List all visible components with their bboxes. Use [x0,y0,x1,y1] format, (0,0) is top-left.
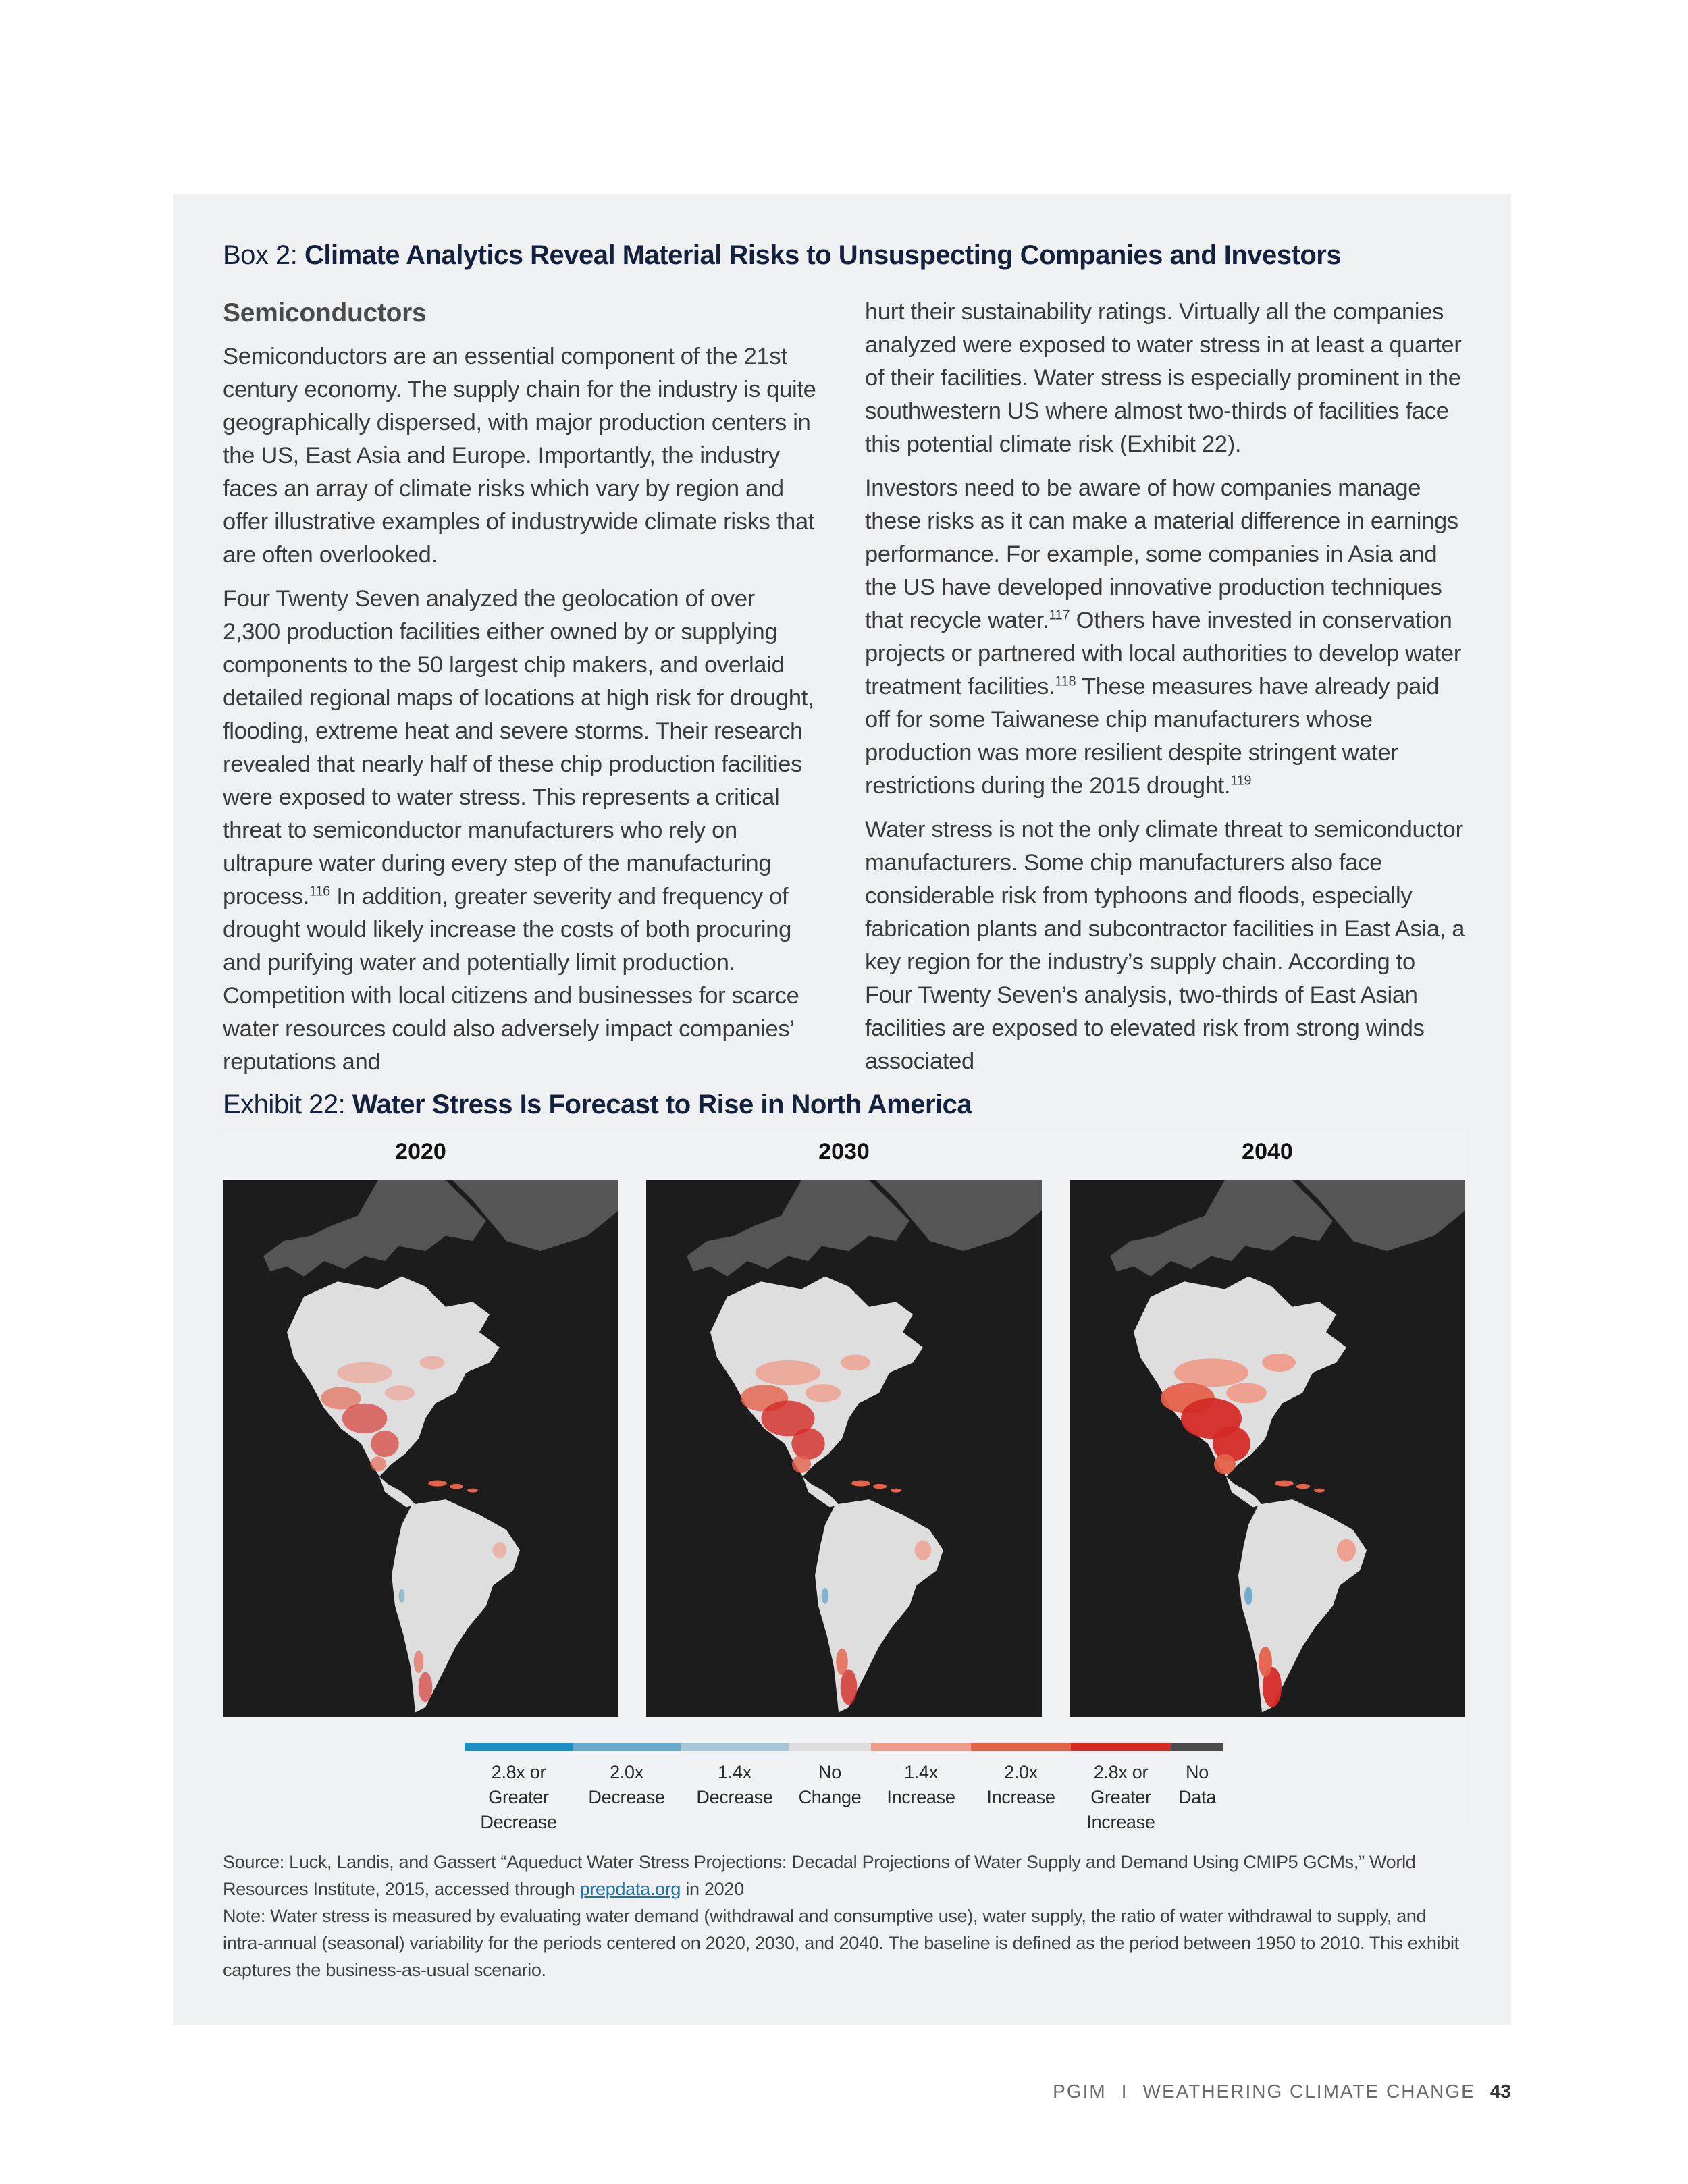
legend-swatch [1171,1743,1223,1751]
panel-year-2020: 2020 [395,1139,446,1165]
stress-hotspot [493,1542,507,1558]
panel-year-2030: 2030 [818,1139,870,1165]
prepdata-link[interactable]: prepdata.org [579,1879,681,1899]
paragraph: Water stress is not the only climate threat to semiconductor manufacturers. Some chip manufacturers also face considerable risk from typhoons and floods, especially fabrication plants and subcontractor facilities in East Asia, a key region for the industry’s supply chain. According to Four Twenty Seven’s analysis, two-thirds of East Asian facilities are exposed to elevated risk from strong winds associated [865,817,1465,1074]
footnote-ref: 118 [1055,674,1076,689]
legend-label: No Change [798,1762,862,1807]
map-svg [223,1180,618,1717]
stress-hotspot [915,1541,932,1560]
legend-swatch [971,1743,1071,1751]
stress-hotspot [836,1649,848,1676]
legend-label: 2.0x Increase [986,1762,1055,1807]
legend-item [1071,1743,1171,1835]
stress-hotspot [1262,1354,1296,1372]
paragraph: Semiconductors are an essential component of the 21st century economy. The supply chain for the industry is quite geographically dispersed, with major production centers in the US, East Asia and Europe. Importantly, the industry faces an array of climate risks which vary by region and offer illustrative examples of industrywide climate risks that are often overlooked. [223,344,816,568]
stress-hotspot [1214,1454,1236,1474]
caribbean-island [873,1484,887,1489]
legend-swatch [1071,1743,1171,1751]
caribbean-island [891,1489,901,1493]
footnote-ref: 116 [309,884,330,899]
legend-label: 2.8x or Greater Increase [1086,1762,1155,1832]
stress-hotspot [399,1589,405,1603]
page-footer [1053,2079,1511,2104]
stress-hotspot [420,1356,445,1369]
map-2030 [646,1180,1042,1717]
caribbean-island [851,1481,870,1487]
legend-item [789,1743,871,1810]
box-title: Box 2: Climate Analytics Reveal Material Risks to Unsuspecting Companies and Investors [223,240,1342,270]
legend-item [465,1743,573,1835]
legend-label: 2.0x Decrease [588,1762,665,1807]
footer-publication: WEATHERING CLIMATE CHANGE [1142,2081,1475,2102]
legend-swatch [789,1743,871,1751]
map-2020 [223,1180,618,1717]
map-legend [465,1743,1221,1838]
stress-hotspot [342,1404,388,1433]
legend-item [681,1743,789,1810]
legend-label: 1.4x Decrease [696,1762,773,1807]
legend-label: 1.4x Increase [887,1762,955,1807]
legend-item [871,1743,971,1810]
legend-swatch [871,1743,971,1751]
source-line: Source: Luck, Landis, and Gassert “Aqueduct Water Stress Projections: Decadal Projections of Water Supply and Demand Using CMIP5 GCMs,” World Resources Institute, 2015, accessed through prepdata.org in 2020 [223,1852,1416,1899]
stress-hotspot [1174,1358,1248,1387]
stress-hotspot [371,1431,398,1457]
caribbean-island [467,1489,478,1493]
stress-hotspot [806,1384,841,1402]
paragraph: hurt their sustainability ratings. Virtually all the companies analyzed were exposed to water stress in at least a quarter of their facilities. Water stress is especially prominent in the southwestern US where almost two-thirds of facilities face this potential climate risk (Exhibit 22). [865,299,1462,457]
footer-separator: I [1121,2081,1128,2102]
caribbean-island [428,1481,447,1487]
stress-hotspot [419,1672,433,1702]
paragraph: Four Twenty Seven analyzed the geolocation of over 2,300 production facilities either owned by or supplying components to the 50 largest chip makers, and overlaid detailed regional maps of locations at high risk for drought, flooding, extreme heat and severe storms. Their research revealed that nearly half of these chip production facilities were exposed to water stress. This represents a critical threat to semiconductor manufacturers who rely on ultrapure water during every step of the manufacturing process.$^{116}$ In addition, greater severity and frequency of drought would likely increase the costs of both procuring and purifying water and potentially limit production. Competition with local citizens and businesses for scarce water resources could also adversely impact companies’ reputations and [223,586,814,1075]
legend-item [1171,1743,1223,1810]
legend-item [971,1743,1071,1810]
footnote-ref: 117 [1049,608,1070,623]
exhibit-title: Exhibit 22: Water Stress Is Forecast to Rise in North America [223,1090,972,1119]
stress-hotspot [822,1588,829,1604]
left-column [223,296,817,1090]
stress-hotspot [370,1456,386,1471]
caribbean-island [1296,1484,1310,1489]
footnote-ref: 119 [1230,773,1252,789]
footer-brand: PGIM [1053,2081,1107,2102]
map-svg [646,1180,1042,1717]
stress-hotspot [841,1354,870,1370]
stress-hotspot [1259,1647,1272,1677]
caribbean-island [1314,1489,1325,1493]
stress-hotspot [385,1385,415,1400]
page-number: 43 [1489,2081,1511,2102]
note-line: Note: Water stress is measured by evaluating water demand (withdrawal and consumptive use), water supply, the ratio of water withdrawal to supply, and intra-annual (seasonal) variability for the periods centered on 2020, 2030, and 2040. The baseline is defined as the period between 1950 to 2010. This exhibit captures the business-as-usual scenario. [223,1906,1459,1980]
legend-label: 2.8x or Greater Decrease [480,1762,557,1832]
stress-hotspot [337,1362,392,1383]
section-heading: Semiconductors [223,298,427,327]
map-2040 [1070,1180,1465,1717]
legend-swatch [465,1743,573,1751]
paragraph: Investors need to be aware of how companies manage these risks as it can make a material difference in earnings performance. For example, some companies in Asia and the US have developed innovative production techniques that recycle water.$^{117}$ Others have invested in conservation projects or partnered with local authorities to develop water treatment facilities.$^{118}$ These measures have already paid off for some Taiwanese chip manufacturers whose production was more resilient despite stringent water restrictions during the 2015 drought.$^{119}$ [865,475,1462,799]
stress-hotspot [1226,1383,1267,1403]
map-svg [1070,1180,1465,1717]
stress-hotspot [414,1651,424,1673]
legend-swatch [681,1743,789,1751]
stress-hotspot [756,1360,821,1385]
legend-swatch [573,1743,681,1751]
caribbean-island [450,1484,463,1489]
stress-hotspot [1337,1539,1356,1562]
panel-year-2040: 2040 [1242,1139,1293,1165]
legend-label: No Data [1178,1762,1216,1807]
exhibit-map-panels [223,1131,1465,1826]
caribbean-island [1275,1481,1294,1487]
source-note [223,1848,1465,1983]
stress-hotspot [792,1455,811,1472]
right-column [865,296,1466,1089]
legend-item [573,1743,681,1810]
stress-hotspot [791,1428,824,1459]
stress-hotspot [1244,1587,1252,1605]
